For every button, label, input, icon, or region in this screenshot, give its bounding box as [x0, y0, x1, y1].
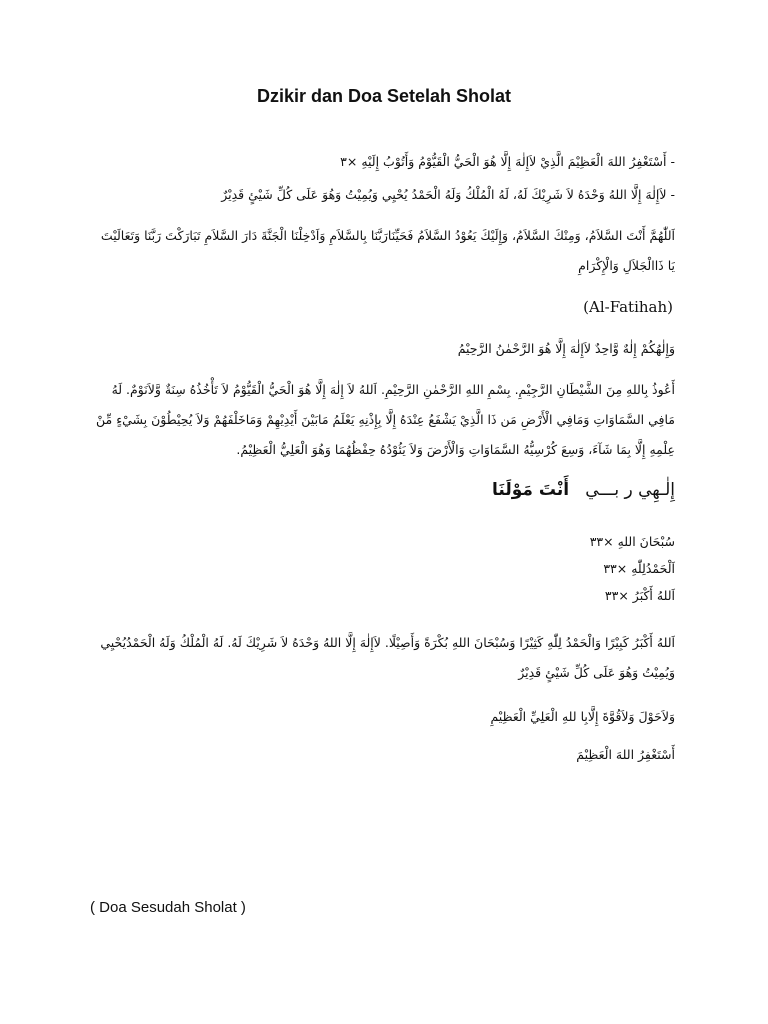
takbir-line: اَللهُ أَكْبَرُ ×٣٣	[604, 588, 675, 603]
ayat-kursi-paragraph: أَعُوذُ بِاللهِ مِنَ الشَّيْطَانِ الرَّجِيْمِ. بِسْمِ اللهِ الرَّحْمٰنِ الرَّحِيْمِ. اَللهُ لاَ إِلٰهَ إِلَّا هُوَ الْحَيُّ الْقَيُّوْمُ لاَ تَأْخُذُهُ سِنَةٌ وَّلاَنَوْمٌ. لَهُ مَافِي السَّمَاوَاتِ وَمَافِي الْأَرْضِ مَن ذَا الَّذِيْ يَشْفَعُ عِنْدَهُ إِلَّا بِإِذْنِهِ يَعْلَمُ مَابَيْنَ أَيْدِيْهِمْ وَمَاخَلْفَهُمْ وَلاَ يُحِيْطُوْنَ بِشَيْءٍ مِّنْ عِلْمِهِ إِلَّا بِمَا شَآءَ، وَسِعَ كُرْسِيُّهُ السَّمَاوَاتِ وَالْأَرْضَ وَلاَ يَئُوْدُهُ حِفْظُهُمَا وَهُوَ الْعَلِيُّ الْعَظِيْمُ.	[96, 382, 675, 457]
istighfar-short-line: أَسْتَغْفِرُ اللهَ الْعَظِيْمَ	[576, 747, 675, 762]
tasbih-line: سُبْحَانَ اللهِ ×٣٣	[589, 534, 675, 549]
wailahukum-line: وَإِلٰهُكُمْ إِلٰهٌ وَّاحِدٌ لاَإِلٰهَ إِلَّا هُوَ الرَّحْمٰنُ الرَّحِيْمُ	[457, 341, 675, 356]
allahumma-paragraph: اَللّٰهُمَّ أَنْتَ السَّلاَمُ، وَمِنْكَ السَّلاَمُ، وَإِلَيْكَ يَعُوْدُ السَّلاَمُ فَحَيِّنَارَبَّنَا بِالسَّلاَمِ وَاَدْخِلْنَا الْجَنَّةَ دَارَ السَّلاَمِ تَبَارَكْتَ رَبَّنَا وَتَعَالَيْتَ يَا ذَاالْجَلاَلِ وَالْإِكْرَامِ	[100, 228, 675, 273]
document-title: Dzikir dan Doa Setelah Sholat	[256, 86, 512, 106]
allahu-akbar-paragraph: اَللهُ أَكْبَرُ كَبِيْرًا وَالْحَمْدُ لِلّٰهِ كَثِيْرًا وَسُبْحَانَ اللهِ بُكْرَةً وَأَصِيْلًا. لاَإِلٰهَ إِلَّا اللهُ وَحْدَهُ لاَ شَرِيْكَ لَهُ. لَهُ الْمُلْكُ وَلَهُ الْحَمْدُيُحْيِي وَيُمِيْتُ وَهُوَ عَلَى كُلِّ شَيْئٍ قَدِيْرٌ	[100, 635, 675, 680]
anta-maulana: أَنْتَ مَوْلَنَا	[492, 480, 570, 500]
fatihah-label: (Al-Fatihah)	[583, 298, 673, 316]
tahlil-line: - لاَإِلٰهَ إِلَّا اللهُ وَحْدَهُ لاَ شَرِيْكَ لَهُ، لَهُ الْمُلْكُ وَلَهُ الْحَمْدُ يُحْيِي وَيُمِيْتُ وَهُوَ عَلَى كُلِّ شَيْئٍ قَدِيْرٌ	[221, 187, 675, 202]
ilahi-text: إِلٰـهِي ر بـــي	[585, 480, 675, 500]
tahmid-line: اَلْحَمْدُلِلّٰهِ ×٣٣	[603, 561, 675, 576]
ilahi-heading	[300, 480, 675, 500]
hauqalah-line: وَلاَحَوْلَ وَلاَقُوَّةَ إِلَّابِا للهِ الْعَلِيِّ الْعَظِيْمِ	[490, 709, 675, 724]
footer-caption: ( Doa Sesudah Sholat )	[90, 899, 246, 916]
istighfar-line: - أَسْتَغْفِرُ اللهَ الْعَظِيْمَ الَّذِيْ لاَإِلٰهَ إِلَّا هُوَ الْحَيُّ الْقَيُّوْمُ وَأَتُوْبُ إِلَيْهِ ×٣	[340, 154, 675, 169]
